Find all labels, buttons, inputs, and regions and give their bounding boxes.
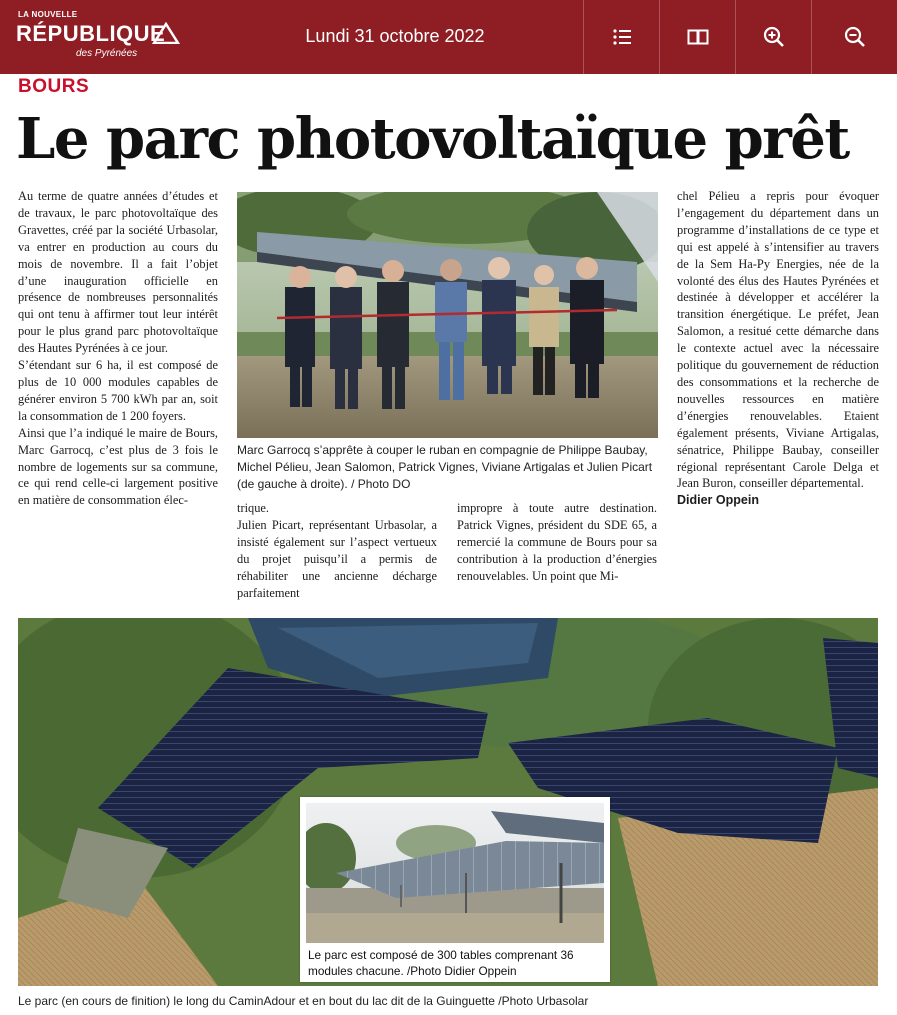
- article-column-1: [18, 188, 218, 509]
- article-kicker: BOURS: [18, 76, 90, 97]
- paragraph: chel Pélieu a repris pour évoquer l’engagement du département dans un programme d’installations de ce type et qui est appelé à s’intensifier au travers de la Sem Ha-Py Energies, née de la volonté des élus des Hautes Pyrénées et destinée à développer et accélérer la transition énergétique. Le préfet, Jean Salomon, a resitué cette démarche dans le contexte actuel avec la nécessaire politique du gouvernement de réduction des consommations et la recherche de nouvelles ressources en matière d’énergies renouvelables. Etaient également présents, Viviane Artigalas, sénatrice, Philippe Baubay, conseiller régional représentant Carole Delga et Jean Buron, conseiller départemental.: [677, 189, 879, 491]
- page-view-button[interactable]: [659, 0, 736, 74]
- article-column-3: [457, 500, 657, 585]
- article-column-4: [677, 188, 879, 507]
- logo-sub-text: des Pyrénées: [76, 48, 138, 59]
- paragraph: Au terme de quatre années d’études et de travaux, le parc photovoltaïque des Gravettes, créé par la société Urbasolar, va entrer en production au cours du mois de novembre. Il a fait l’objet d’une inauguration officielle en présence de nombreuses personnalités qui ont tenu à affirmer tout leur intérêt pour le plus grand parc photovoltaïque des Hautes Pyrénées à ce jour.: [18, 189, 218, 356]
- ribbon-cutting-photo: [237, 192, 658, 438]
- aerial-photo-caption: Le parc (en cours de finition) le long du CaminAdour et en bout du lac dit de la Guinguette /Photo Urbasolar: [18, 994, 589, 1008]
- book-icon: [687, 29, 709, 45]
- article-byline: Didier Oppein: [677, 493, 759, 508]
- table-of-contents-button[interactable]: [583, 0, 660, 74]
- inset-photo-caption: Le parc est composé de 300 tables comprenant 36 modules chacune. /Photo Didier Oppein: [308, 948, 574, 978]
- paragraph: S’étendant sur 6 ha, il est composé de plus de 10 000 modules capables de générer environ 5 700 kWh par an, soit la consommation de 1 200 foyers.: [18, 358, 218, 423]
- top-bar: [0, 0, 897, 74]
- paragraph: Julien Picart, représentant Urbasolar, a insisté également sur l’aspect vertueux du projet puisqu’il a permis de réhabiliter une ancienne décharge parfaitement: [237, 517, 437, 600]
- list-icon: [612, 28, 632, 46]
- zoom-in-icon: [763, 26, 785, 48]
- newspaper-logo[interactable]: [10, 8, 180, 66]
- logo-main-text: RÉPUBLIQUE: [16, 21, 166, 46]
- logo-small-text: LA NOUVELLE: [18, 10, 78, 19]
- paragraph: trique.: [237, 501, 269, 515]
- paragraph: impropre à toute autre destination. Patrick Vignes, président du SDE 65, a remercié la commune de Bours pour sa contribution à la production d’énergies renouvelables. Un point que Mi-: [457, 501, 657, 583]
- mountain-logo-icon: [152, 22, 180, 44]
- paragraph: Ainsi que l’a indiqué le maire de Bours, Marc Garrocq, c’est plus de 3 fois le nombre de logements sur sa commune, ce qui rend celle-ci largement positive en matière de consommation élec-: [18, 425, 218, 508]
- article-headline: Le parc photovoltaïque prêt: [16, 106, 849, 172]
- edition-date: Lundi 31 octobre 2022: [305, 26, 485, 46]
- article-column-2: [237, 500, 437, 601]
- zoom-out-button[interactable]: [811, 0, 897, 74]
- zoom-in-button[interactable]: [735, 0, 812, 74]
- ribbon-cutting-caption: Marc Garrocq s’apprête à couper le ruban en compagnie de Philippe Baubay, Michel Pélieu, Jean Salomon, Patrick Vignes, Viviane Artigalas et Julien Picart (de gauche à droite). / Photo DO: [237, 443, 653, 491]
- inset-panels-photo: [300, 797, 610, 982]
- zoom-out-icon: [844, 26, 866, 48]
